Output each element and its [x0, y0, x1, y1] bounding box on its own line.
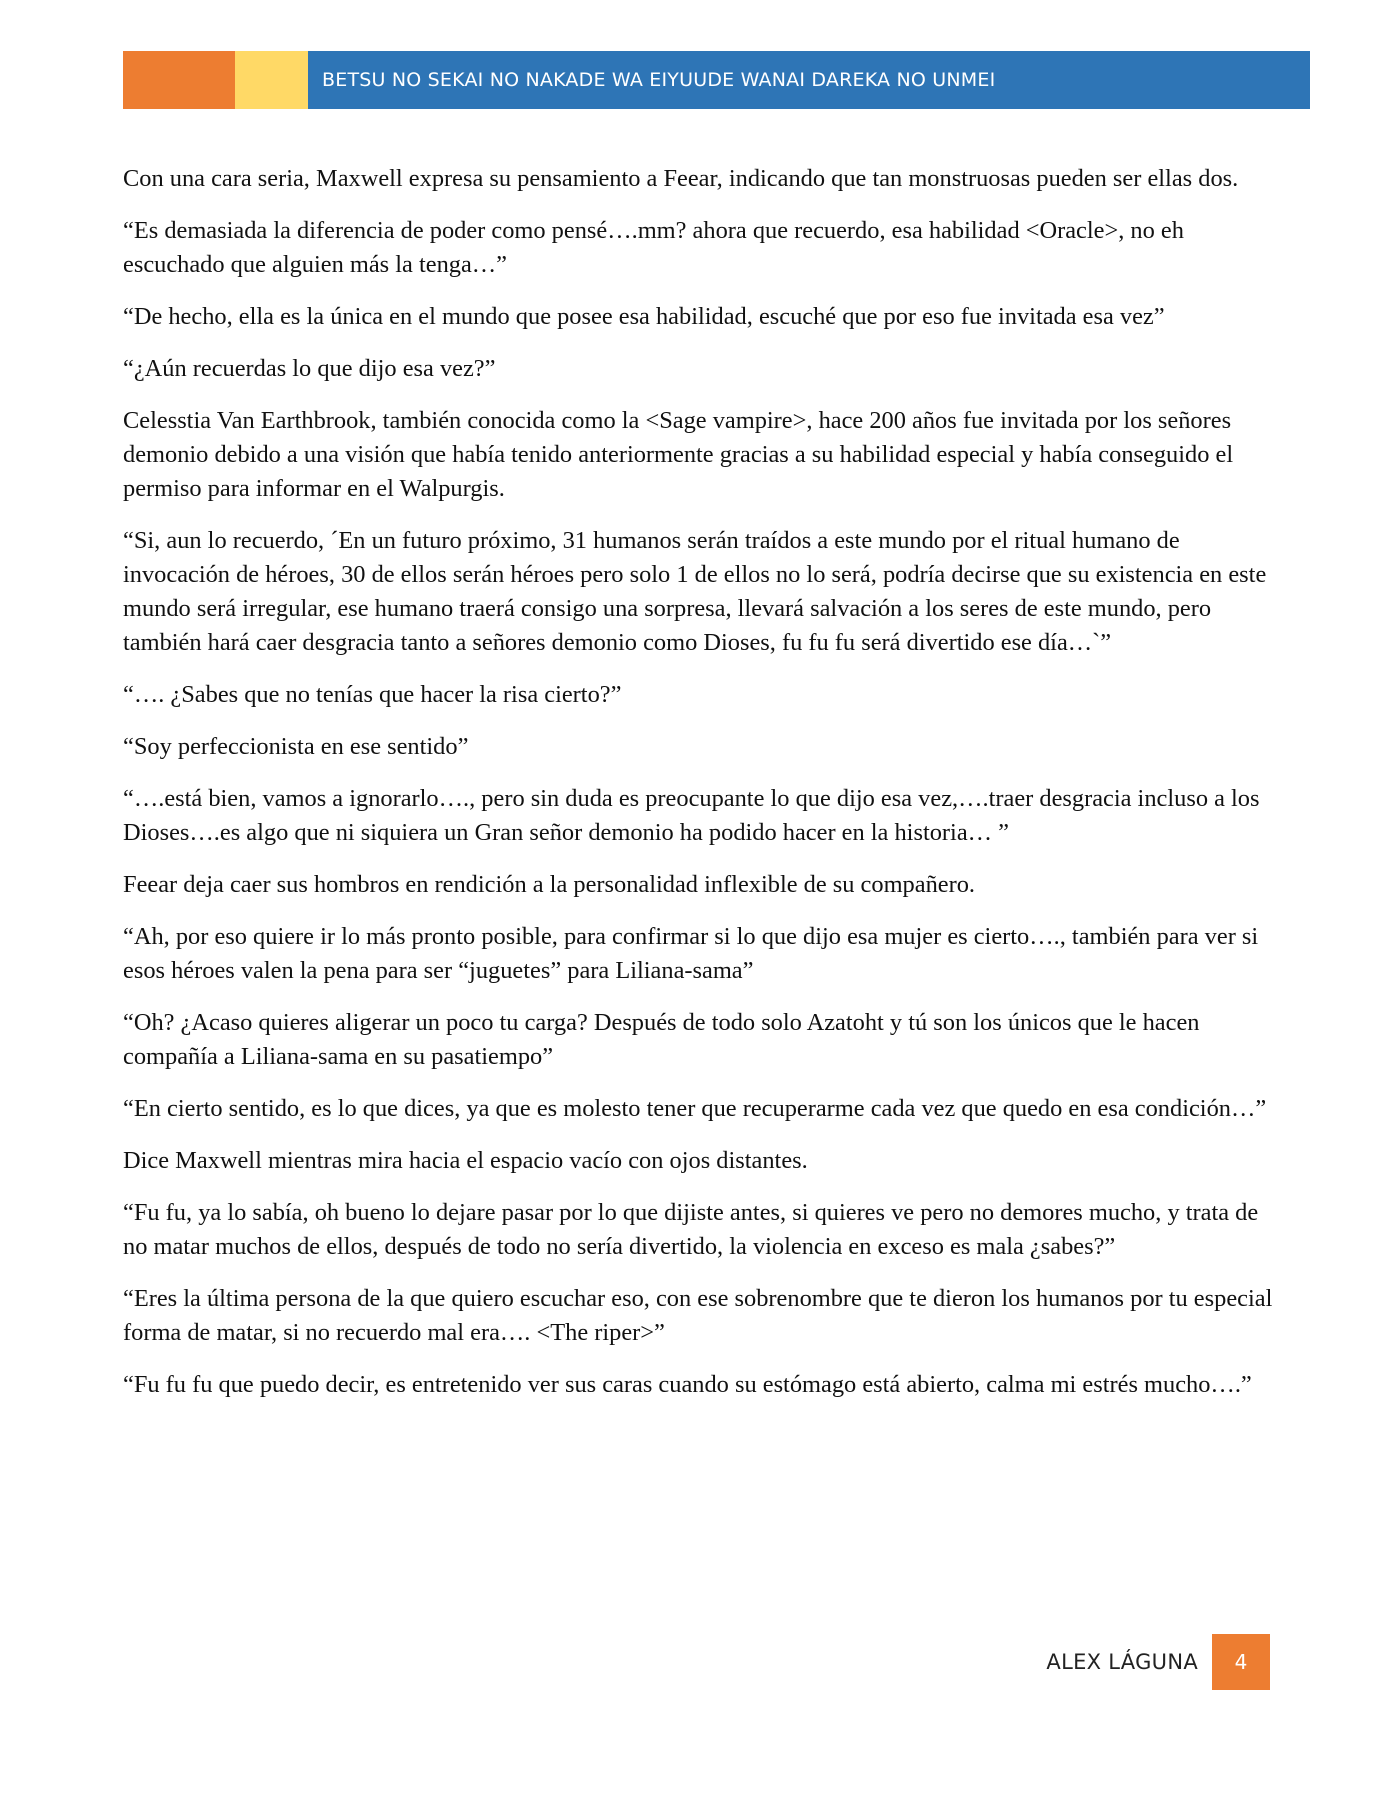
paragraph: “Fu fu, ya lo sabía, oh bueno lo dejare pasar por lo que dijiste antes, si quieres ve pero no demores mucho, y trata de no matar muchos de ellos, después de todo no sería divertido, la violencia en exceso es mala ¿sabes?” [123, 1199, 1259, 1260]
paragraph: “…. ¿Sabes que no tenías que hacer la risa cierto?” [123, 681, 622, 708]
header-orange-block [123, 51, 235, 109]
header-yellow-block [235, 51, 308, 109]
paragraph: “Fu fu fu que puedo decir, es entretenido ver sus caras cuando su estómago está abierto, calma mi estrés mucho….” [123, 1371, 1252, 1398]
paragraph: “….está bien, vamos a ignorarlo…., pero sin duda es preocupante lo que dijo esa vez,….traer desgracia incluso a los Dioses….es algo que ni siquiera un Gran señor demonio ha podido hacer en la historia… ” [123, 785, 1260, 846]
paragraph: “Eres la última persona de la que quiero escuchar eso, con ese sobrenombre que te dieron los humanos por tu especial forma de matar, si no recuerdo mal era…. <The riper>” [123, 1285, 1273, 1346]
page-header [123, 51, 1310, 109]
page-footer [1046, 1634, 1270, 1690]
body-text [123, 162, 1273, 1420]
paragraph: “Oh? ¿Acaso quieres aligerar un poco tu carga? Después de todo solo Azatoht y tú son los únicos que le hacen compañía a Liliana-sama en su pasatiempo” [123, 1009, 1200, 1070]
paragraph: “De hecho, ella es la única en el mundo que posee esa habilidad, escuché que por eso fue invitada esa vez” [123, 303, 1165, 330]
header-title-bar [308, 51, 1310, 109]
header-title: BETSU NO SEKAI NO NAKADE WA EIYUUDE WANAI DAREKA NO UNMEI [322, 69, 996, 91]
page-number: 4 [1212, 1634, 1270, 1690]
paragraph: “Si, aun lo recuerdo, ´En un futuro próximo, 31 humanos serán traídos a este mundo por el ritual humano de invocación de héroes, 30 de ellos serán héroes pero solo 1 de ellos no lo será, podría decirse que su existencia en este mundo será irregular, ese humano traerá consigo una sorpresa, llevará salvación a los seres de este mundo, pero también hará caer desgracia tanto a señores demonio como Dioses, fu fu fu será divertido ese día…`” [123, 527, 1267, 656]
paragraph: Celesstia Van Earthbrook, también conocida como la <Sage vampire>, hace 200 años fue invitada por los señores demonio debido a una visión que había tenido anteriormente gracias a su habilidad especial y había conseguido el permiso para informar en el Walpurgis. [123, 407, 1234, 502]
paragraph: “Es demasiada la diferencia de poder como pensé….mm? ahora que recuerdo, esa habilidad <Oracle>, no eh escuchado que alguien más la tenga…” [123, 217, 1184, 278]
paragraph: “Soy perfeccionista en ese sentido” [123, 733, 469, 760]
paragraph: Feear deja caer sus hombros en rendición a la personalidad inflexible de su compañero. [123, 871, 976, 898]
paragraph: Dice Maxwell mientras mira hacia el espacio vacío con ojos distantes. [123, 1147, 808, 1174]
paragraph: “¿Aún recuerdas lo que dijo esa vez?” [123, 355, 496, 382]
paragraph: “En cierto sentido, es lo que dices, ya que es molesto tener que recuperarme cada vez que quedo en esa condición…” [123, 1095, 1267, 1122]
paragraph: Con una cara seria, Maxwell expresa su pensamiento a Feear, indicando que tan monstruosas pueden ser ellas dos. [123, 165, 1239, 192]
paragraph: “Ah, por eso quiere ir lo más pronto posible, para confirmar si lo que dijo esa mujer es cierto…., también para ver si esos héroes valen la pena para ser “juguetes” para Liliana-sama” [123, 923, 1259, 984]
author-name: ALEX LÁGUNA [1046, 1650, 1198, 1674]
